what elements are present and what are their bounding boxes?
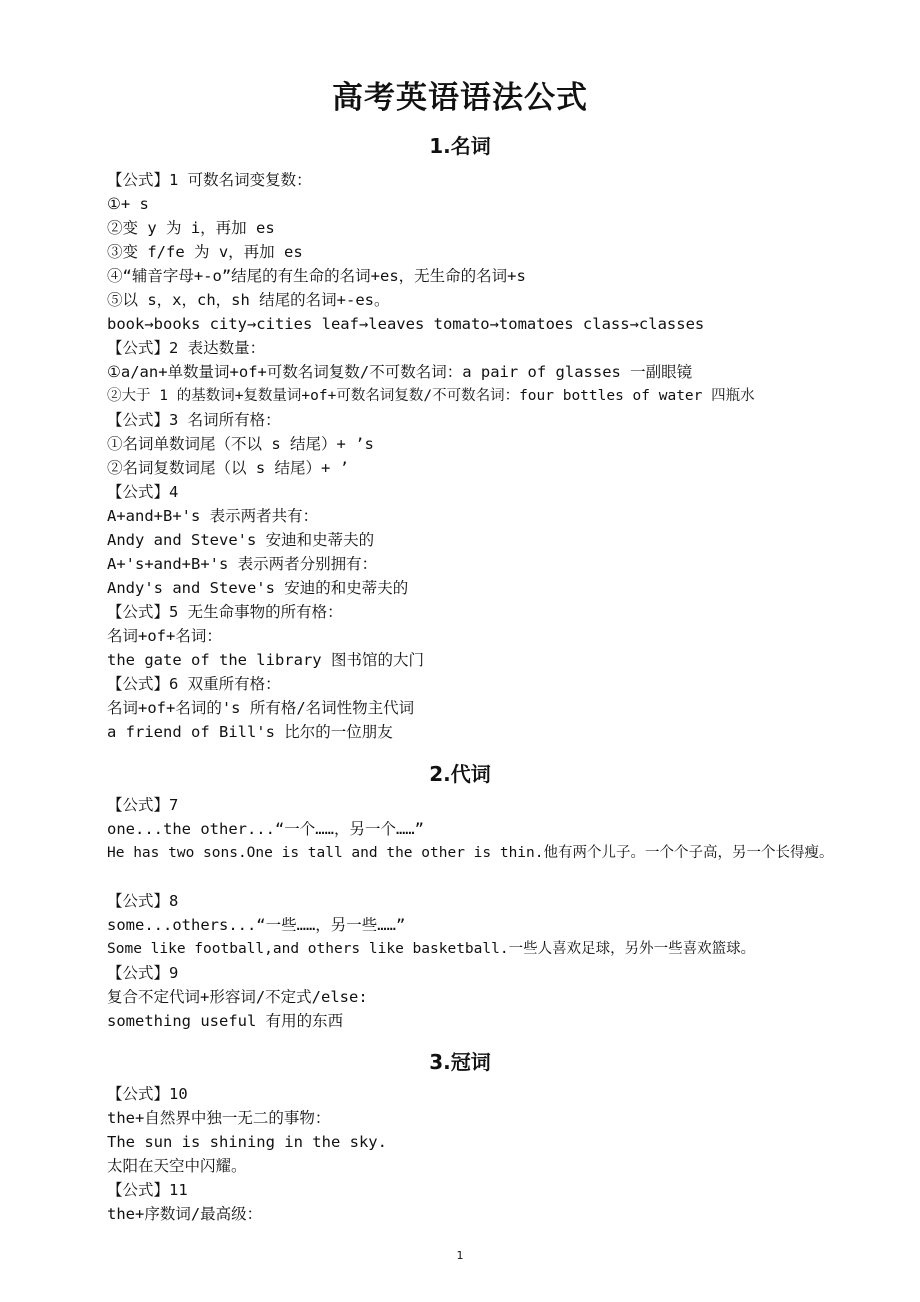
text-line: 【公式】5 无生命事物的所有格： <box>107 603 343 621</box>
text-line: a friend of Bill's 比尔的一位朋友 <box>107 723 393 741</box>
text-line: ①a/an+单数量词+of+可数名词复数/不可数名词：a pair of glasses 一副眼镜 <box>107 363 693 381</box>
section-heading-articles: 3.冠词 <box>429 1050 491 1074</box>
text-line: some...others...“一些……，另一些……” <box>107 916 406 934</box>
text-line: the gate of the library 图书馆的大门 <box>107 651 424 669</box>
page-number: 1 <box>456 1249 464 1262</box>
text-line: 【公式】7 <box>107 796 179 814</box>
text-line: the+序数词/最高级： <box>107 1205 263 1223</box>
text-line: ①名词单数词尾（不以 s 结尾）+ ’s <box>107 435 374 453</box>
text-line: 名词+of+名词的's 所有格/名词性物主代词 <box>107 699 415 717</box>
text-line: 【公式】10 <box>107 1085 188 1103</box>
text-line: Andy and Steve's 安迪和史蒂夫的 <box>107 531 375 549</box>
text-line: A+'s+and+B+'s 表示两者分别拥有： <box>107 555 378 573</box>
text-line: 【公式】8 <box>107 892 179 910</box>
text-line: The sun is shining in the sky. <box>107 1133 387 1151</box>
text-line: ②变 y 为 i，再加 es <box>107 219 275 237</box>
section-heading-pronouns: 2.代词 <box>429 762 491 786</box>
text-line: 太阳在天空中闪耀。 <box>107 1157 247 1175</box>
text-line: something useful 有用的东西 <box>107 1012 344 1030</box>
text-line: ⑤以 s，x，ch，sh 结尾的名词+-es。 <box>107 291 390 309</box>
text-line: one...the other...“一个……，另一个……” <box>107 820 424 838</box>
text-line: ④“辅音字母+-o”结尾的有生命的名词+es，无生命的名词+s <box>107 267 526 285</box>
section-heading-nouns: 1.名词 <box>429 134 491 158</box>
text-line: ③变 f/fe 为 v，再加 es <box>107 243 303 261</box>
text-line: 【公式】11 <box>107 1181 188 1199</box>
text-line: book→books city→cities leaf→leaves tomato→tomatoes class→classes <box>107 315 705 333</box>
text-line: 复合不定代词+形容词/不定式/else: <box>107 988 368 1006</box>
text-line: ②大于 1 的基数词+复数量词+of+可数名词复数/不可数名词：four bottles of water 四瓶水 <box>107 388 755 404</box>
text-line: 【公式】9 <box>107 964 179 982</box>
text-line: ②名词复数词尾（以 s 结尾）+ ’ <box>107 459 349 477</box>
text-line: 【公式】2 表达数量： <box>107 339 266 357</box>
text-line: ①+ s <box>107 195 149 213</box>
text-line: 【公式】1 可数名词变复数： <box>107 171 312 189</box>
text-line: Some like football,and others like basketball.一些人喜欢足球，另外一些喜欢篮球。 <box>107 941 756 957</box>
text-line: A+and+B+'s 表示两者共有： <box>107 507 319 525</box>
text-line: Andy's and Steve's 安迪的和史蒂夫的 <box>107 579 409 597</box>
page-title: 高考英语语法公式 <box>332 80 588 116</box>
text-line: 【公式】3 名词所有格： <box>107 411 281 429</box>
text-line: 【公式】4 <box>107 483 179 501</box>
text-line: 名词+of+名词： <box>107 627 222 645</box>
text-line: 【公式】6 双重所有格： <box>107 675 281 693</box>
text-line: the+自然界中独一无二的事物： <box>107 1109 331 1127</box>
text-paragraph: He has two sons.One is tall and the other is thin.他有两个儿子。一个个子高，另一个长得瘦。 <box>107 845 834 861</box>
